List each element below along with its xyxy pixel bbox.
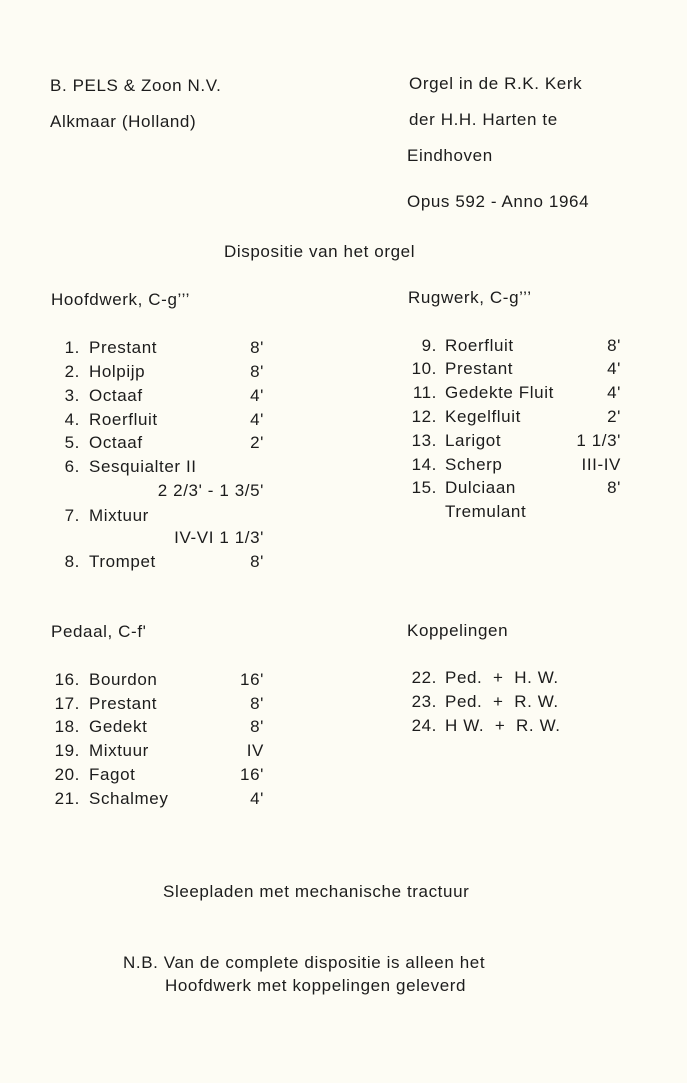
stop-name: Gedekte Fluit bbox=[445, 383, 554, 402]
rugwerk-tremulant: Tremulant bbox=[445, 502, 527, 521]
stop-number: 21. bbox=[54, 789, 80, 808]
stop-name: Sesquialter II bbox=[89, 457, 197, 476]
stop-number: 19. bbox=[54, 741, 80, 760]
stop-number: 7. bbox=[64, 506, 80, 525]
stop-pitch: 8' bbox=[250, 717, 264, 736]
stop-pitch: 8' bbox=[250, 338, 264, 357]
stop-number: 8. bbox=[64, 552, 80, 571]
stop-pitch: 8' bbox=[250, 552, 264, 571]
coupler-text: Ped. + H. W. bbox=[445, 668, 559, 687]
stop-name: Trompet bbox=[89, 552, 156, 571]
coupler-row bbox=[0, 716, 687, 740]
stop-pitch: 8' bbox=[607, 336, 621, 355]
coupler-number: 24. bbox=[411, 716, 437, 735]
stop-pitch: 2' bbox=[607, 407, 621, 426]
stop-name: Schalmey bbox=[89, 789, 169, 808]
stop-name: Gedekt bbox=[89, 717, 148, 736]
stop-name: Octaaf bbox=[89, 433, 143, 452]
stop-pitch: 4' bbox=[607, 383, 621, 402]
stop-name: Octaaf bbox=[89, 386, 143, 405]
coupler-row bbox=[0, 668, 687, 692]
stop-number: 1. bbox=[64, 338, 80, 357]
stop-number: 17. bbox=[54, 694, 80, 713]
stop-pitch: 16' bbox=[240, 765, 264, 784]
stop-name: Prestant bbox=[445, 359, 514, 378]
stop-pitch: 4' bbox=[607, 359, 621, 378]
stop-row bbox=[0, 431, 687, 455]
stop-name: Roerfluit bbox=[445, 336, 514, 355]
stop-number: 3. bbox=[64, 386, 80, 405]
stop-number: 15. bbox=[411, 478, 437, 497]
location-line-1: Orgel in de R.K. Kerk bbox=[409, 74, 583, 93]
pedaal-heading: Pedaal, C-f' bbox=[51, 622, 147, 641]
stop-pitch: 2 2/3' - 1 3/5' bbox=[157, 481, 264, 500]
stop-row bbox=[0, 506, 687, 547]
note-line-2: Hoofdwerk met koppelingen geleverd bbox=[165, 976, 467, 995]
coupler-row bbox=[0, 692, 687, 716]
rugwerk-heading: Rugwerk, C-g’’’ bbox=[408, 288, 532, 307]
stop-row bbox=[0, 336, 687, 360]
stop-name: Larigot bbox=[445, 431, 502, 450]
stop-row bbox=[0, 383, 687, 407]
stop-pitch: 4' bbox=[250, 410, 264, 429]
stop-name: Roerfluit bbox=[89, 410, 158, 429]
builder-name: B. PELS & Zoon N.V. bbox=[50, 76, 222, 95]
stop-number: 4. bbox=[64, 410, 80, 429]
stop-pitch: IV bbox=[246, 741, 264, 760]
stop-pitch: 1 1/3' bbox=[576, 431, 621, 450]
stop-number: 11. bbox=[412, 383, 437, 402]
stop-name: Mixtuur bbox=[89, 506, 149, 525]
coupler-text: Ped. + R. W. bbox=[445, 692, 559, 711]
tractuur-line: Sleepladen met mechanische tractuur bbox=[163, 882, 470, 901]
stop-row bbox=[0, 552, 687, 576]
coupler-number: 23. bbox=[411, 692, 437, 711]
stop-row bbox=[0, 741, 687, 765]
stop-name: Bourdon bbox=[89, 670, 158, 689]
stop-number: 2. bbox=[64, 362, 80, 381]
location-line-2: der H.H. Harten te bbox=[409, 110, 558, 129]
stop-row bbox=[0, 765, 687, 789]
stop-pitch: 8' bbox=[250, 362, 264, 381]
stop-pitch: 16' bbox=[240, 670, 264, 689]
builder-city: Alkmaar (Holland) bbox=[50, 112, 197, 131]
stop-name: Mixtuur bbox=[89, 741, 149, 760]
stop-name: Prestant bbox=[89, 338, 158, 357]
koppelingen-heading: Koppelingen bbox=[407, 621, 509, 640]
stop-pitch: 8' bbox=[607, 478, 621, 497]
stop-pitch: 2' bbox=[250, 433, 264, 452]
stop-pitch: IV-VI 1 1/3' bbox=[174, 528, 264, 547]
stop-number: 12. bbox=[411, 407, 437, 426]
stop-pitch: 4' bbox=[250, 386, 264, 405]
page-title: Dispositie van het orgel bbox=[224, 242, 416, 261]
stop-number: 6. bbox=[64, 457, 80, 476]
coupler-number: 22. bbox=[411, 668, 437, 687]
stop-number: 13. bbox=[411, 431, 437, 450]
stop-pitch: 8' bbox=[250, 694, 264, 713]
stop-row bbox=[0, 455, 687, 479]
stop-row bbox=[0, 789, 687, 813]
stop-number: 16. bbox=[54, 670, 80, 689]
stop-number: 9. bbox=[421, 336, 437, 355]
stop-number: 14. bbox=[411, 455, 437, 474]
stop-pitch: III-IV bbox=[581, 455, 621, 474]
opus-line: Opus 592 - Anno 1964 bbox=[407, 192, 590, 211]
stop-number: 18. bbox=[54, 717, 80, 736]
stop-name: Dulciaan bbox=[445, 478, 516, 497]
stop-name: Holpijp bbox=[89, 362, 146, 381]
stop-name: Kegelfluit bbox=[445, 407, 521, 426]
stop-row bbox=[0, 478, 687, 502]
stop-name: Scherp bbox=[445, 455, 503, 474]
location-line-3: Eindhoven bbox=[407, 146, 493, 165]
stop-row bbox=[0, 359, 687, 383]
coupler-text: H W. + R. W. bbox=[445, 716, 561, 735]
stop-name: Prestant bbox=[89, 694, 158, 713]
stop-number: 5. bbox=[64, 433, 80, 452]
note-line-1: N.B. Van de complete dispositie is alleen het bbox=[123, 953, 486, 972]
stop-pitch: 4' bbox=[250, 789, 264, 808]
hoofdwerk-heading: Hoofdwerk, C-g’’’ bbox=[51, 290, 191, 309]
stop-name: Fagot bbox=[89, 765, 136, 784]
stop-number: 20. bbox=[54, 765, 80, 784]
stop-row bbox=[0, 407, 687, 431]
stop-number: 10. bbox=[411, 359, 437, 378]
